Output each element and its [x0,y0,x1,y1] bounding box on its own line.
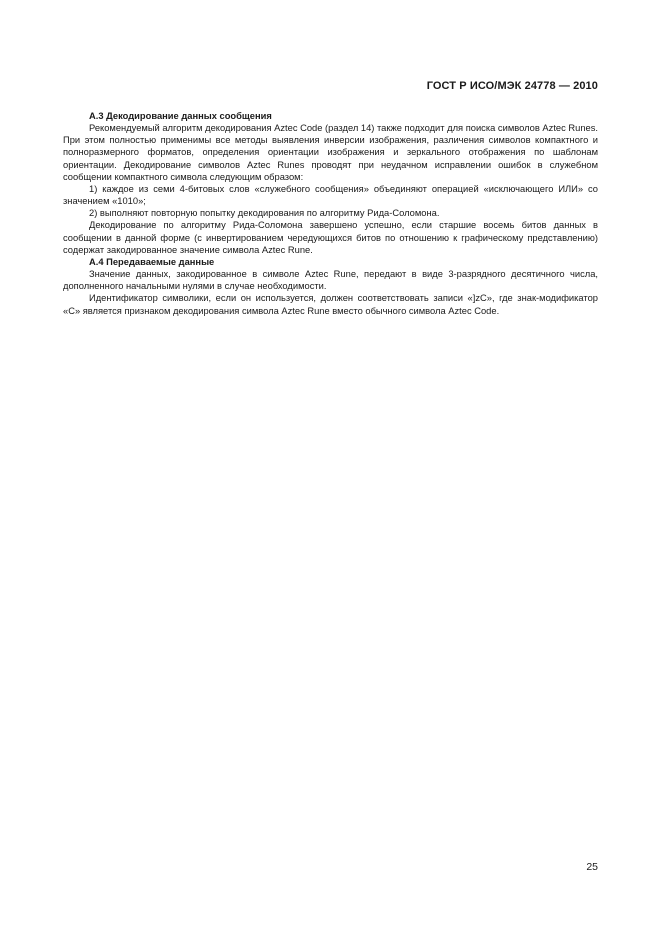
paragraph: Идентификатор символики, если он используется, должен соответствовать записи «]zC», где знак-модификатор «C» является признаком декодирования символа Aztec Rune вместо обычного символа Aztec Code. [63,293,598,316]
paragraph: Значение данных, закодированное в символе Aztec Rune, передают в виде 3-разрядного десятичного числа, дополненного начальными нулями в случае необходимости. [63,269,598,292]
list-item: 2) выполняют повторную попытку декодирования по алгоритму Рида-Соломона. [89,208,440,219]
paragraph: Рекомендуемый алгоритм декодирования Aztec Code (раздел 14) также подходит для поиска символов Aztec Runes. При этом полностью применимы все методы выявления инверсии изображения, различения символов компактного и полноразмерного форматов, определения ориентации изображения и зеркального отображения по шаблонам ориентации. Декодирование символов Aztec Runes проводят при неудачном исправлении ошибок в служебном сообщении компактного символа следующим образом: [63,123,598,182]
section-a3 [63,110,598,256]
paragraph: Декодирование по алгоритму Рида-Соломона завершено успешно, если старшие восемь битов данных в сообщении в данной форме (с инвертированием чередующихся битов по отношению к графическому представлению) содержат закодированное значение символа Aztec Rune. [63,220,598,255]
standard-header: ГОСТ Р ИСО/МЭК 24778 — 2010 [426,80,598,92]
list-item: 1) каждое из семи 4-битовых слов «служебного сообщения» объединяют операцией «исключающего ИЛИ» со значением «1010»; [63,183,598,207]
section-heading: А.4 Передаваемые данные [89,256,215,267]
section-heading: А.3 Декодирование данных сообщения [89,111,272,121]
section-a4 [63,256,598,317]
page-number: 25 [586,861,598,873]
document-body [63,110,598,317]
